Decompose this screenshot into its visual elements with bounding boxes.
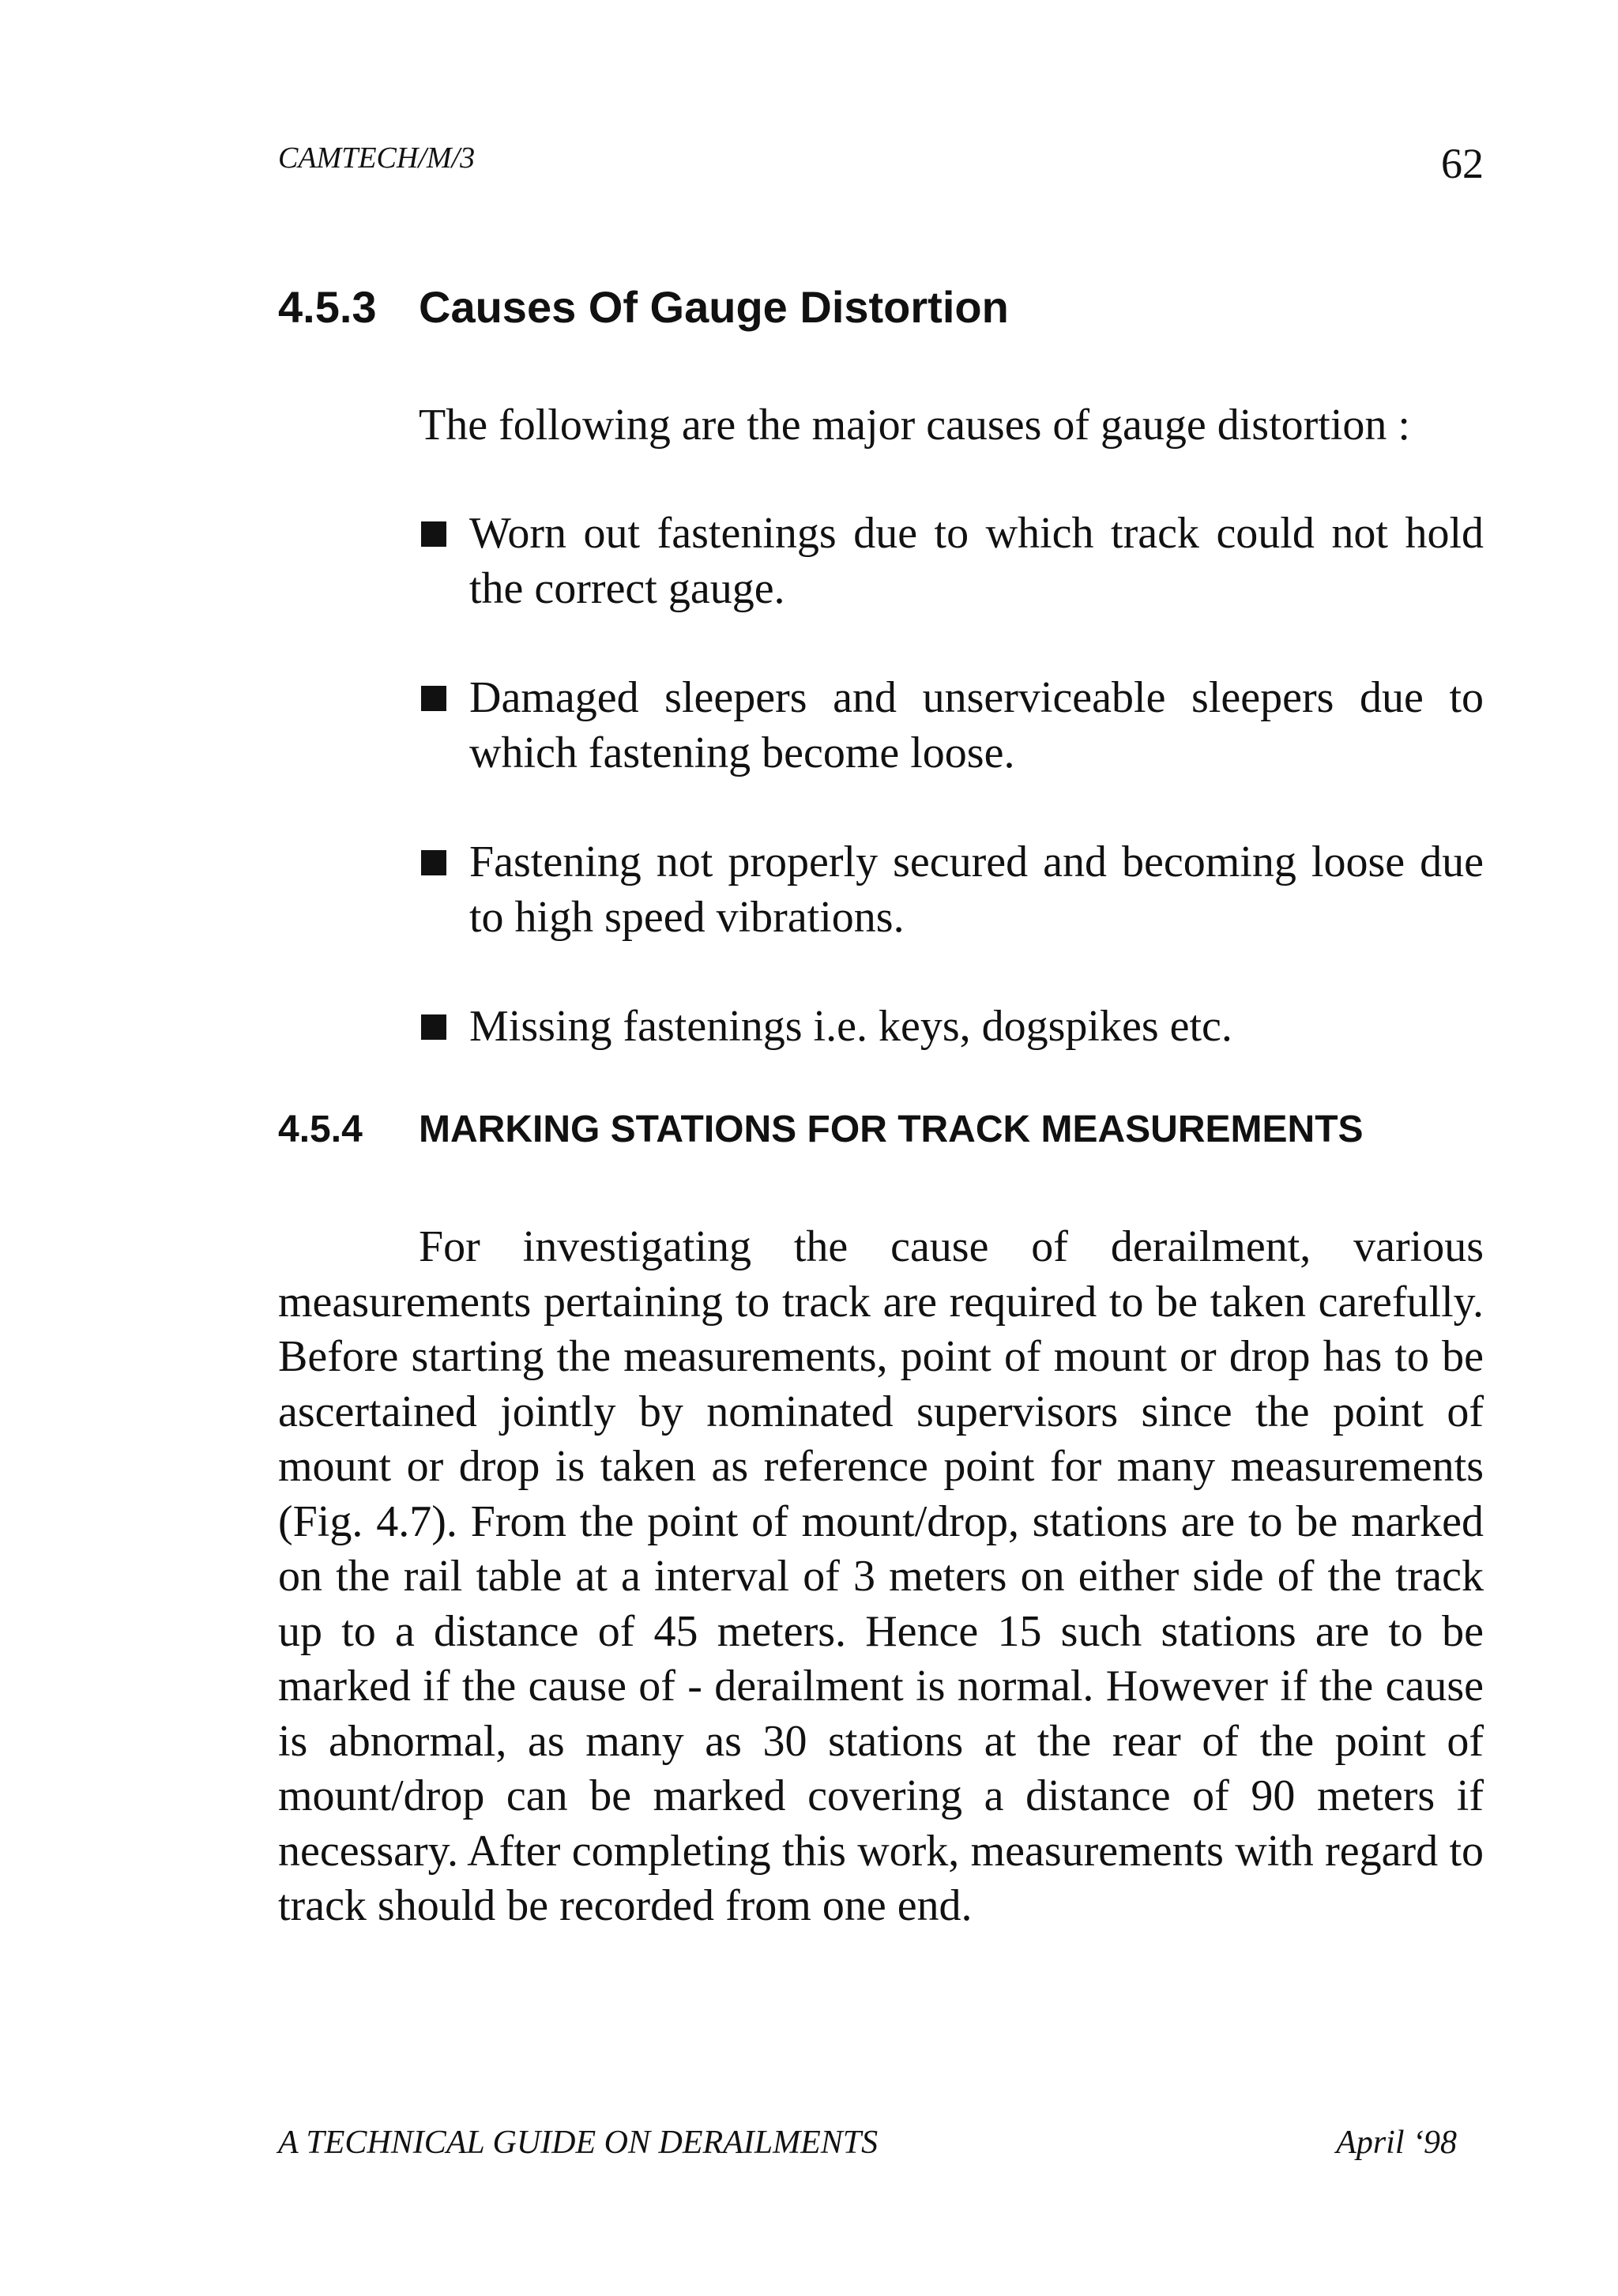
square-bullet-icon	[421, 1014, 446, 1040]
footer-date: April ‘98	[1336, 2125, 1457, 2161]
section-intro: The following are the major causes of gauge distortion :	[419, 401, 1410, 450]
square-bullet-icon	[421, 850, 446, 875]
square-bullet-icon	[421, 686, 446, 711]
causes-list	[419, 506, 1484, 1108]
header-page-number: 62	[1441, 140, 1484, 187]
footer-title: A TECHNICAL GUIDE ON DERAILMENTS	[278, 2125, 879, 2161]
list-item	[419, 834, 1484, 945]
section-heading-4-5-3	[278, 281, 1009, 333]
list-item	[419, 506, 1484, 616]
section-heading-4-5-4	[278, 1108, 1364, 1151]
square-bullet-icon	[421, 521, 446, 547]
section-title: MARKING STATIONS FOR TRACK MEASUREMENTS	[419, 1108, 1364, 1150]
list-item-text: Damaged sleepers and unserviceable sleepers due to which fastening become loose.	[469, 673, 1484, 777]
section-title: Causes Of Gauge Distortion	[419, 282, 1009, 332]
list-item	[419, 999, 1484, 1054]
list-item	[419, 670, 1484, 781]
section-number: 4.5.3	[278, 282, 377, 332]
body-paragraph: For investigating the cause of derailment, various measurements pertaining to track are required to be taken carefully. Before starting the measurements, point of mount or drop has to be ascertained jointly by nominated supervisors since the point of mount or drop is taken as reference point for many measurements (Fig. 4.7). From the point of mount/drop, stations are to be marked on the rail table at a interval of 3 meters on either side of the track up to a distance of 45 meters. Hence 15 such stations are to be marked if the cause of - derailment is normal. However if the cause is abnormal, as many as 30 stations at the rear of the point of mount/drop can be marked covering a distance of 90 meters if necessary. After completing this work, measurements with regard to track should be recorded from one end.	[278, 1222, 1484, 1930]
section-number: 4.5.4	[278, 1108, 363, 1150]
header-doc-code: CAMTECH/M/3	[278, 141, 476, 175]
list-item-text: Missing fastenings i.e. keys, dogspikes etc.	[469, 1002, 1232, 1051]
list-item-text: Fastening not properly secured and becoming loose due to high speed vibrations.	[469, 837, 1484, 942]
list-item-text: Worn out fastenings due to which track could not hold the correct gauge.	[469, 509, 1484, 613]
